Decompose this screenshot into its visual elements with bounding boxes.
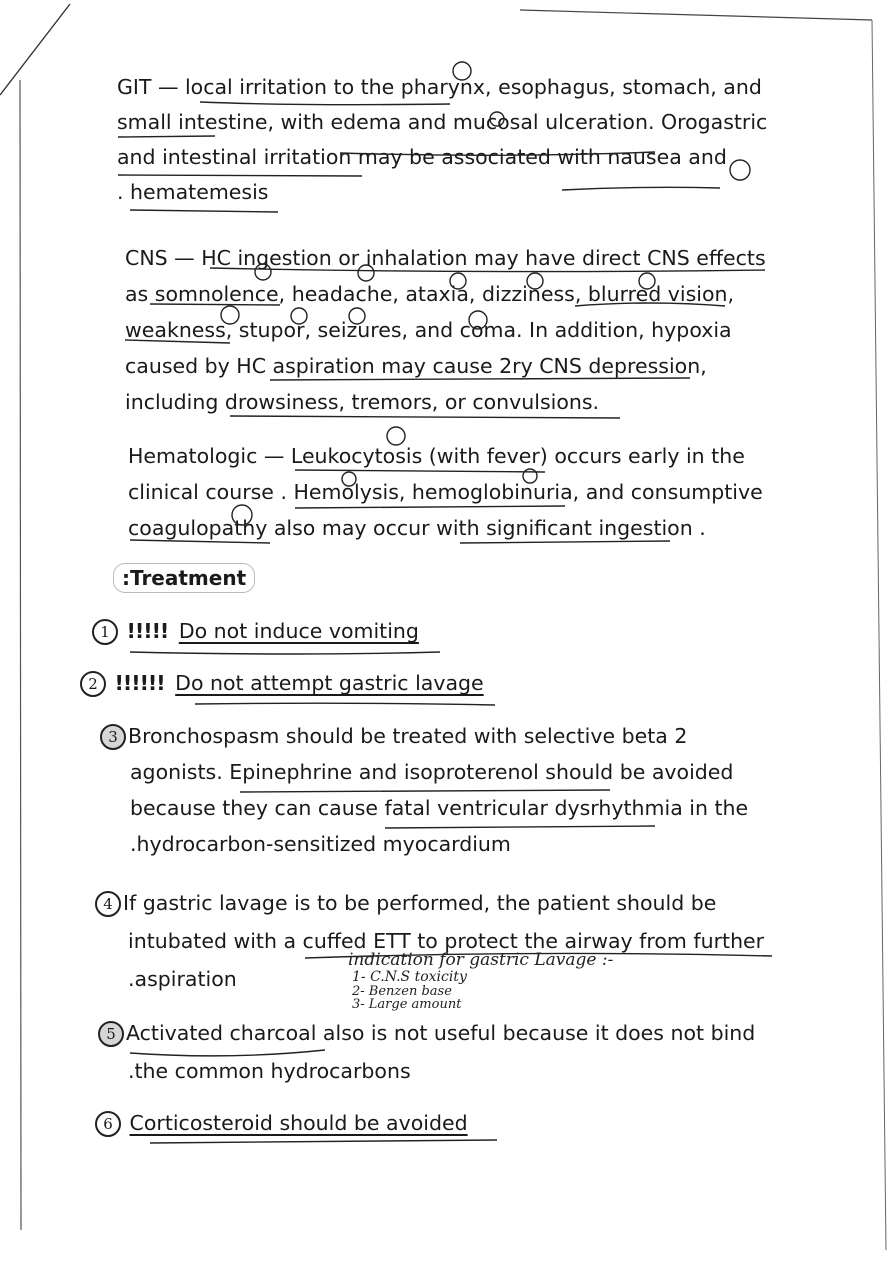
underline-stroke — [210, 268, 765, 272]
underline-stroke — [562, 187, 720, 190]
git-line: and intestinal irritation may be associated with nausea and — [117, 145, 727, 169]
circled-annotation — [221, 306, 239, 324]
hema-line: Hematologic — Leukocytosis (with fever) occurs early in the — [128, 444, 745, 468]
treatment-item-text: agonists. Epinephrine and isoproterenol should be avoided — [130, 760, 734, 784]
circled-annotation — [469, 311, 487, 329]
circled-annotation — [342, 472, 356, 486]
treatment-item-text: Do not induce vomiting — [178, 619, 419, 643]
circled-annotation — [527, 273, 543, 289]
treatment-item-text: Activated charcoal also is not useful because it does not bind — [126, 1021, 756, 1045]
underline-stroke — [118, 175, 362, 176]
treatment-item-text: Bronchospasm should be treated with selective beta 2 — [128, 724, 688, 748]
circled-annotation — [232, 505, 252, 525]
underline-stroke — [125, 340, 230, 343]
underline-stroke — [130, 652, 440, 654]
cns-line: as somnolence, headache, ataxia, dizziness, blurred vision, — [125, 282, 735, 306]
circled-number: 2 — [80, 671, 106, 697]
treatment-heading: :Treatment — [113, 563, 255, 593]
circled-annotation — [291, 308, 307, 324]
handwritten-note-item: 2- Benzen base — [352, 984, 452, 999]
underline-stroke — [270, 378, 690, 380]
hema-line: coagulopathy also may occur with significant ingestion . — [128, 516, 706, 540]
circled-annotation — [453, 62, 471, 80]
underline-stroke — [130, 540, 270, 543]
circled-number: 6 — [95, 1111, 121, 1137]
cns-line: weakness, stupor, seizures, and coma. In addition, hypoxia — [125, 318, 732, 342]
underline-stroke — [150, 304, 280, 305]
circled-number: 4 — [95, 891, 121, 917]
treatment-item-text: .the common hydrocarbons — [128, 1059, 411, 1083]
treatment-item-text: .hydrocarbon-sensitized myocardium — [130, 832, 511, 856]
circled-annotation — [358, 265, 374, 281]
git-line: small intestine, with edema and mucosal ulceration. Orogastric — [117, 110, 768, 134]
circled-number: 3 — [100, 724, 126, 750]
circled-number: 1 — [92, 619, 118, 645]
treatment-item-text: If gastric lavage is to be performed, the patient should be — [123, 891, 717, 915]
underline-stroke — [305, 953, 772, 958]
handwritten-note-item: 3- Large amount — [352, 997, 462, 1012]
underline-stroke — [295, 470, 545, 472]
underline-stroke — [385, 826, 655, 828]
underline-stroke — [240, 790, 610, 792]
handwritten-note-title: indication for gastric Lavage :- — [348, 950, 614, 970]
circled-number: 5 — [98, 1021, 124, 1047]
circled-annotation — [387, 427, 405, 445]
circled-annotation — [450, 273, 466, 289]
underline-stroke — [460, 541, 670, 543]
underline-stroke — [200, 102, 450, 105]
circled-annotation — [255, 264, 271, 280]
underline-stroke — [340, 152, 655, 155]
treatment-item-text: .aspiration — [128, 967, 237, 991]
circled-annotation — [639, 273, 655, 289]
treatment-item-text: intubated with a cuffed ETT to protect the airway from further — [128, 929, 765, 953]
circled-annotation — [730, 160, 750, 180]
circled-annotation — [490, 112, 504, 126]
cns-line: CNS — HC ingestion or inhalation may have direct CNS effects — [125, 246, 766, 270]
underline-stroke — [195, 703, 495, 705]
treatment-item-text: because they can cause fatal ventricular dysrhythmia in the — [130, 796, 749, 820]
hema-line: clinical course . Hemolysis, hemoglobinuria, and consumptive — [128, 480, 763, 504]
underline-stroke — [575, 303, 725, 306]
underline-stroke — [130, 1050, 325, 1056]
underline-stroke — [118, 136, 215, 137]
handwritten-note-item: 1- C.N.S toxicity — [352, 969, 467, 985]
cns-line: including drowsiness, tremors, or convulsions. — [125, 390, 600, 414]
treatment-item-text: Do not attempt gastric lavage — [175, 671, 484, 695]
treatment-item-text: Corticosteroid should be avoided — [129, 1111, 468, 1135]
underline-stroke — [130, 210, 278, 212]
git-line: GIT — local irritation to the pharynx, esophagus, stomach, and — [117, 75, 762, 99]
underline-stroke — [295, 506, 565, 508]
cns-line: caused by HC aspiration may cause 2ry CNS depression, — [125, 354, 707, 378]
exclamation-prefix: !!!!!! — [114, 671, 165, 695]
circled-annotation — [523, 469, 537, 483]
underline-stroke — [230, 416, 620, 418]
exclamation-prefix: !!!!! — [126, 619, 169, 643]
git-line: . hematemesis — [117, 180, 269, 204]
underline-stroke — [150, 1140, 497, 1143]
circled-annotation — [349, 308, 365, 324]
